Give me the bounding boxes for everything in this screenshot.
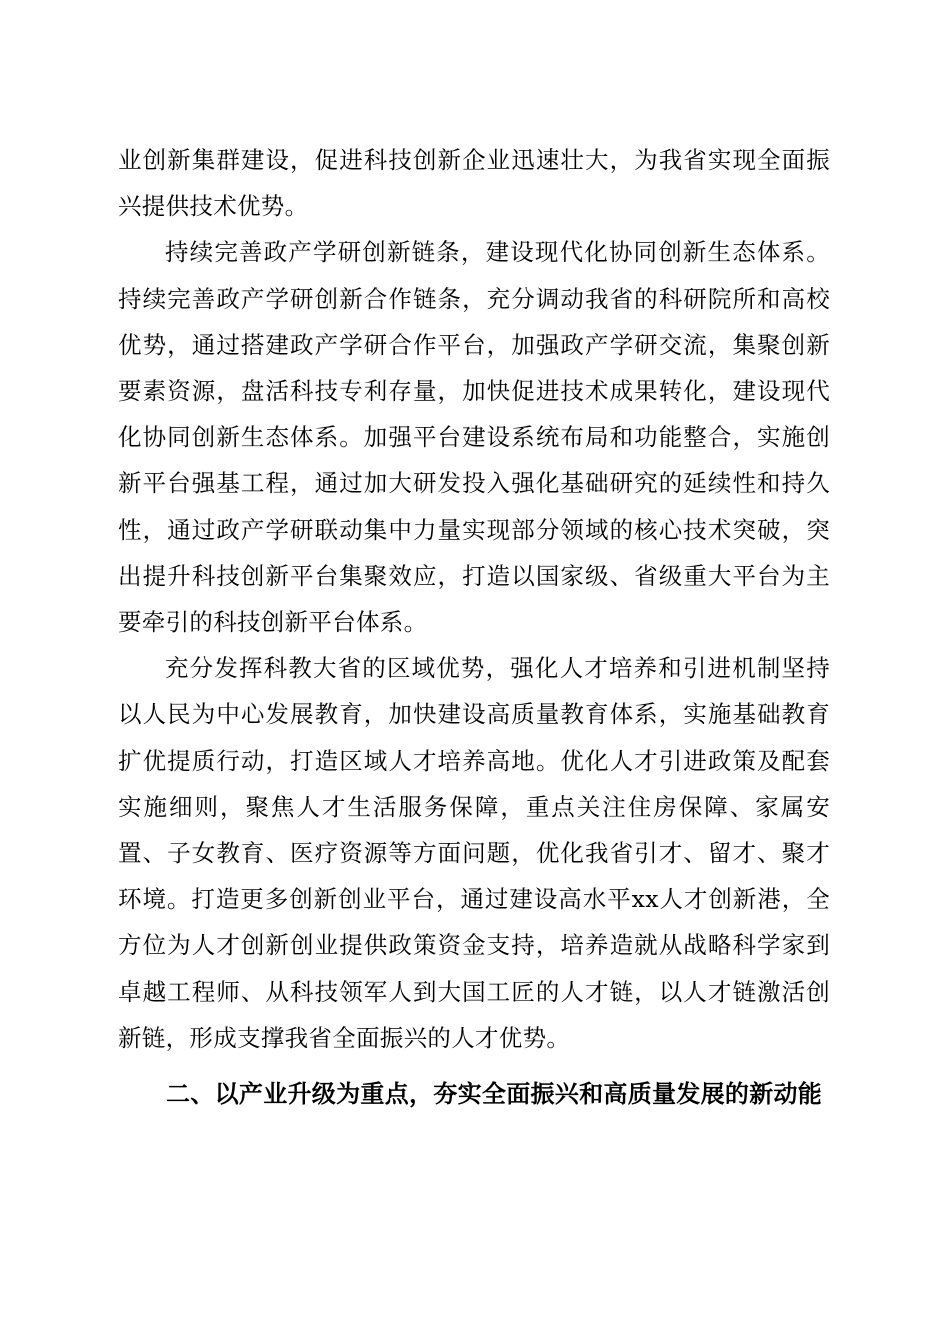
paragraph-innovation-chain: 持续完善政产学研创新链条，建设现代化协同创新生态体系。持续完善政产学研创新合作链条，充分调动我省的科研院所和高校优势，通过搭建政产学研合作平台，加强政产学研交流，集聚创新要素资源，盘活科技专利存量，加快促进技术成果转化，建设现代化协同创新生态体系。加强平台建设系统布局和功能整合，实施创新平台强基工程，通过加大研发投入强化基础研究的延续性和持久性，通过政产学研联动集中力量实现部分领域的核心技术突破，突出提升科技创新平台集聚效应，打造以国家级、省级重大平台为主要牵引的科技创新平台体系。 [118, 238, 830, 637]
paragraph-continuation: 业创新集群建设，促进科技创新企业迅速壮大，为我省实现全面振兴提供技术优势。 [118, 146, 830, 221]
paragraph-talent: 充分发挥科教大省的区域优势，强化人才培养和引进机制坚持以人民为中心发展教育，加快建设高质量教育体系，实施基础教育扩优提质行动，打造区域人才培养高地。优化人才引进政策及配套实施细则，聚焦人才生活服务保障，重点关注住房保障、家属安置、子女教育、医疗资源等方面问题，优化我省引才、留才、聚才环境。打造更多创新创业平台，通过建设高水平xx人才创新港，全方位为人才创新创业提供政策资金支持，培养造就从战略科学家到卓越工程师、从科技领军人到大国工匠的人才链，以人才链激活创新链，形成支撑我省全面振兴的人才优势。 [118, 654, 830, 1052]
section-heading: 二、以产业升级为重点，夯实全面振兴和高质量发展的新动能 [166, 1080, 823, 1109]
document-body [118, 137, 830, 1117]
